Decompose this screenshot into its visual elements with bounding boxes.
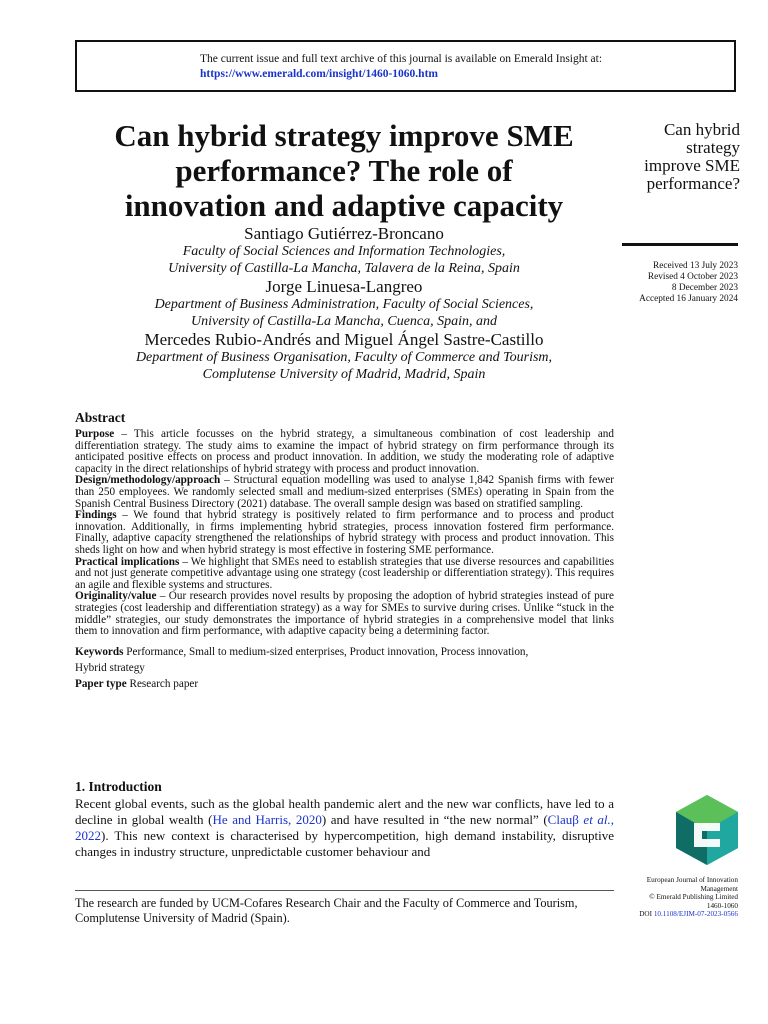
introduction-body xyxy=(75,796,614,860)
intro-text: ). This new context is characterised by hypercompetition, high demand instability, disruptive changes in industry structure, unpredictable customer behaviour and xyxy=(75,828,614,859)
author-affiliation: University of Castilla-La Mancha, Cuenca, Spain, and xyxy=(190,314,498,329)
practical-text: – We highlight that SMEs need to establish strategies that use diverse resources and capabilities and not just generate competitive advantage using one strategy (cost leadership or differentiation strategy). This requires an agile and flexible systems and structures. xyxy=(75,555,614,591)
revised-date: Revised 4 October 2023 xyxy=(647,272,738,282)
received-date: Received 13 July 2023 xyxy=(653,261,738,271)
purpose-label: Purpose xyxy=(75,428,115,440)
keywords-text: Performance, Small to medium-sized enterprises, Product innovation, Process innovation, xyxy=(123,645,529,658)
findings-label: Findings xyxy=(75,509,117,522)
author-name: Mercedes Rubio-Andrés and Miguel Ángel Sastre-Castillo xyxy=(144,330,544,349)
abstract-findings xyxy=(75,510,614,556)
author-block xyxy=(70,224,618,383)
running-head xyxy=(612,121,740,193)
author-affiliation: Department of Business Administration, Faculty of Social Sciences, xyxy=(154,297,534,312)
paper-type-text: Research paper xyxy=(126,677,199,690)
accepted-date: Accepted 16 January 2024 xyxy=(639,294,738,304)
footnote-rule xyxy=(75,890,614,891)
doi-label: DOI xyxy=(639,910,654,919)
journal-name: European Journal of Innovation xyxy=(646,876,738,884)
running-head-line-3: improve SME xyxy=(644,156,740,175)
intro-text: ) and have resulted in “the new normal” ( xyxy=(321,812,548,827)
history-dates xyxy=(600,261,738,305)
intro-text: Recent global events, such as the global health pandemic alert and the new war conflicts, have led to a decline in global wealth ( xyxy=(75,796,614,827)
title-line-2: performance? The role of xyxy=(175,153,513,188)
originality-label: Originality/value xyxy=(75,590,157,603)
author-name: Santiago Gutiérrez-Broncano xyxy=(244,224,444,243)
author-affiliation: University of Castilla-La Mancha, Talavera de la Reina, Spain xyxy=(168,261,520,276)
practical-label: Practical implications xyxy=(75,555,180,568)
author-affiliation: Faculty of Social Sciences and Information Technologies, xyxy=(182,244,506,259)
author-affiliation: Complutense University of Madrid, Madrid, Spain xyxy=(202,367,486,382)
issn: 1460-1060 xyxy=(706,901,738,910)
access-notice-text: The current issue and full text archive of this journal is available on Emerald Insight at: xyxy=(200,53,603,65)
keywords-text-2: Hybrid strategy xyxy=(75,661,145,674)
paper-type-label: Paper type xyxy=(75,677,127,690)
revised-date-2: 8 December 2023 xyxy=(671,283,738,293)
design-text: – Structural equation modelling was used to analyse 1,842 Spanish firms with fewer than 250 employees. We randomly selected small and medium-sized enterprises (SMEs) operating in Spain from the Spanish Central Business Directory (2021) database. The overall sample design was based on stratified sampling. xyxy=(75,474,614,510)
author-name: Jorge Linuesa-Langreo xyxy=(265,277,423,296)
doi xyxy=(600,910,738,919)
design-label: Design/methodology/approach xyxy=(75,474,221,487)
abstract-purpose xyxy=(75,429,614,475)
journal-archive-link[interactable]: https://www.emerald.com/insight/1460-1060.htm xyxy=(200,68,438,80)
running-head-line-4: performance? xyxy=(646,174,740,193)
abstract-design xyxy=(75,475,614,510)
abstract-heading: Abstract xyxy=(75,410,126,425)
emerald-logo-icon xyxy=(676,795,738,865)
running-head-line-1: Can hybrid xyxy=(663,120,740,139)
findings-text: – We found that hybrid strategy is positively related to firm performance and to process and product innovation. Additionally, in firms implementing hybrid strategies, process innovation fostered firm performance. Finally, adaptive capacity strengthened the relationships of hybrid strategy with process and product innovation. This sheds light on how and when hybrid strategy is most effective in fostering SME performance. xyxy=(75,509,614,556)
keywords-label: Keywords xyxy=(75,645,124,658)
abstract-practical xyxy=(75,557,614,592)
citation-link[interactable]: He and Harris, 2020 xyxy=(212,812,322,827)
publisher: © Emerald Publishing Limited xyxy=(649,893,738,902)
article-title xyxy=(70,118,618,223)
running-head-line-2: strategy xyxy=(686,138,740,157)
funding-footnote: The research are funded by UCM-Cofares Research Chair and the Faculty of Commerce and Tourism, Complutense University of Madrid (Spain). xyxy=(75,896,578,925)
citation-author: Clauβ xyxy=(547,812,584,827)
purpose-text: – This article focusses on the hybrid strategy, a simultaneous combination of cost leadership and differentiation strategy. The study aims to examine the impact of hybrid strategy on firm performance through its anticipated positive effects on process and product innovation. In addition, we study the moderating role of adaptive capacity in the direct relationships of hybrid strategy with process and product innovation. xyxy=(75,428,614,475)
doi-link[interactable]: 10.1108/EJIM-07-2023-0566 xyxy=(653,910,738,919)
introduction-heading: 1. Introduction xyxy=(75,779,162,794)
keywords xyxy=(75,644,614,692)
originality-text: – Our research provides novel results by proposing the adoption of hybrid strategies instead of pure strategies (cost leadership and differentiation strategy) as a way for SMEs to survive during crises. Unlike “stuck in the middle” strategies, our study demonstrates the importance of hybrid strategies in a comprehensive model that links them to innovation and firm performance, with adaptive capacity being a determining factor. xyxy=(75,590,614,638)
abstract-originality xyxy=(75,591,614,637)
journal-name-2: Management xyxy=(700,884,738,893)
abstract-section xyxy=(75,409,614,692)
citation-year: , 2022 xyxy=(75,812,614,843)
citation-etal: et al. xyxy=(583,812,611,827)
author-affiliation: Department of Business Organisation, Faculty of Commerce and Tourism, xyxy=(135,350,553,365)
running-head-rule xyxy=(622,243,738,246)
journal-info xyxy=(600,876,738,919)
title-line-1: Can hybrid strategy improve SME xyxy=(114,118,574,153)
title-line-3: innovation and adaptive capacity xyxy=(124,188,564,223)
